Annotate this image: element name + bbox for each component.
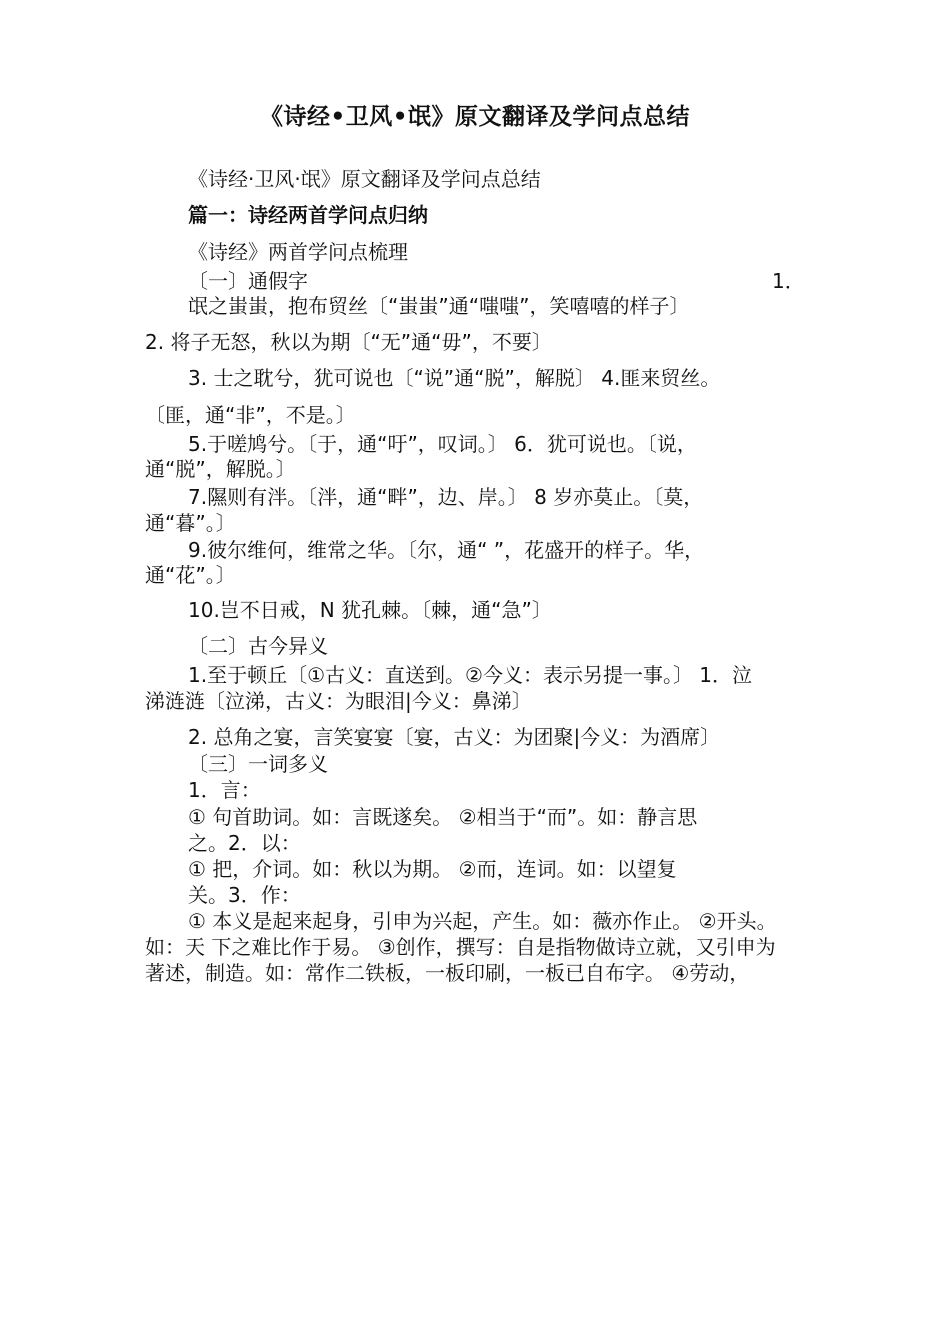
text-line: 2. 总角之宴，言笑宴宴〔宴，古义：为团聚|今义：为酒席〕	[188, 725, 721, 749]
section-heading: 篇一：诗经两首学问点归纳	[188, 203, 428, 227]
text-line: 10.岂不日戒，N 犹孔棘。〔棘，通“急”〕	[188, 598, 552, 622]
text-line: ① 把，介词。如：秋以为期。 ②而，连词。如：以望复	[188, 857, 677, 881]
text-line: 通“花”。〕	[145, 563, 236, 587]
text-line: 之。2．以：	[188, 831, 301, 855]
text-line: 1.至于顿丘〔①古义：直送到。②今义：表示另提一事。〕 1．泣	[188, 663, 753, 687]
subheading-line: 〔三〕一词多义	[188, 752, 328, 776]
text-line: 《诗经》两首学问点梳理	[188, 240, 408, 264]
text-line: 2. 将子无怒，秋以为期〔“无”通“毋”，不要〕	[145, 330, 552, 354]
text-line: 〔匪，通“非”，不是。〕	[145, 403, 356, 427]
text-line: 涕涟涟〔泣涕，古义：为眼泪|今义：鼻涕〕	[145, 689, 532, 713]
subheading-line: 〔一〕通假字	[188, 269, 308, 293]
text-line: 氓之蚩蚩，抱布贸丝〔“蚩蚩”通“嗤嗤”，笑嘻嘻的样子〕	[188, 294, 690, 318]
text-line: 著述，制造。如：常作二铁板，一板印刷，一板已自布字。 ④劳动，	[145, 961, 750, 985]
subtitle-line: 《诗经·卫风·氓》原文翻译及学问点总结	[188, 167, 541, 191]
text-line: ① 句首助词。如：言既遂矣。 ②相当于“而”。如：静言思	[188, 805, 698, 829]
text-line: 如：天 下之难比作于易。 ③创作，撰写：自是指物做诗立就，又引申为	[145, 935, 776, 959]
list-number: 1．	[772, 269, 805, 293]
text-line: 3. 士之耽兮，犹可说也〔“说”通“脱”，解脱〕 4.匪来贸丝。	[188, 366, 721, 390]
text-line: 通“暮”。〕	[145, 511, 236, 535]
subheading-line: 〔二〕古今异义	[188, 634, 328, 658]
text-line: 关。3．作：	[188, 883, 301, 907]
document-title: 《诗经•卫风•氓》原文翻译及学问点总结	[260, 104, 690, 130]
text-line: ① 本义是起来起身，引申为兴起，产生。如：薇亦作止。 ②开头。	[188, 909, 777, 933]
text-line: 7.隰则有泮。〔泮，通“畔”，边、岸。〕 8 岁亦莫止。〔莫，	[188, 485, 704, 509]
text-line: 9.彼尔维何，维常之华。〔尔，通“ ”，花盛开的样子。华，	[188, 538, 705, 562]
text-line: 1．言：	[188, 778, 261, 802]
text-line: 5.于嗟鸠兮。〔于，通“吁”，叹词。〕 6．犹可说也。〔说，	[188, 432, 697, 456]
text-line: 通“脱”，解脱。〕	[145, 457, 296, 481]
